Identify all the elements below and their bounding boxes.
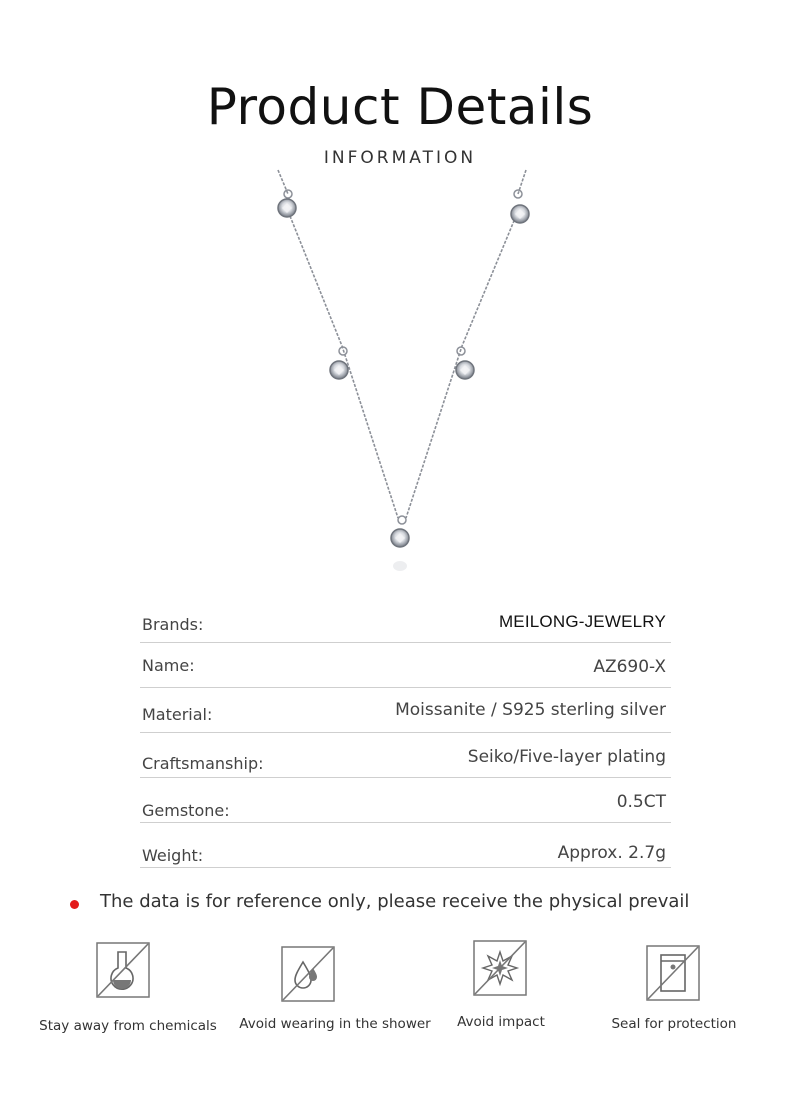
care-item-seal xyxy=(574,938,774,1038)
spec-label: Brands: xyxy=(142,615,204,634)
spec-value: AZ690-X xyxy=(593,657,666,677)
pendant-mid-right xyxy=(456,347,474,379)
red-dot-icon xyxy=(70,900,79,909)
spec-value: MEILONG-JEWELRY xyxy=(498,612,666,631)
care-label: Stay away from chemicals xyxy=(39,1018,217,1034)
page-title: Product Details xyxy=(206,78,594,136)
spec-row-craftsmanship xyxy=(140,733,671,778)
spec-label: Craftsmanship: xyxy=(142,754,264,773)
spec-value: Moissanite / S925 sterling silver xyxy=(395,700,666,720)
spec-label: Material: xyxy=(142,705,213,724)
care-label: Seal for protection xyxy=(611,1016,737,1032)
spec-label: Name: xyxy=(142,656,195,675)
spec-value: Seiko/Five-layer plating xyxy=(467,747,666,767)
care-item-chemicals xyxy=(28,938,228,1038)
pendant-top-left xyxy=(278,190,296,217)
pendant-top-right xyxy=(511,190,529,223)
reference-note xyxy=(68,890,708,918)
spec-value: Approx. 2.7g xyxy=(557,843,666,863)
necklace-product-image xyxy=(240,168,560,588)
care-label: Avoid impact xyxy=(457,1014,545,1030)
spec-row-brand xyxy=(140,598,671,643)
reference-note-text: The data is for reference only, please receive the physical prevail xyxy=(100,891,690,912)
spec-value: 0.5CT xyxy=(616,792,666,812)
care-item-impact xyxy=(401,938,601,1038)
spec-row-material xyxy=(140,688,671,733)
spec-row-weight xyxy=(140,823,671,868)
water-drop-icon xyxy=(281,946,335,1002)
chemical-flask-icon xyxy=(96,942,150,998)
spec-row-name xyxy=(140,643,671,688)
impact-burst-icon xyxy=(473,940,527,996)
spec-table xyxy=(140,598,671,868)
spec-row-gemstone xyxy=(140,778,671,823)
sealed-bag-icon xyxy=(646,945,700,1001)
page-subtitle: INFORMATION xyxy=(323,148,477,168)
care-label: Avoid wearing in the shower xyxy=(239,1016,431,1032)
spec-label: Weight: xyxy=(142,846,204,865)
pendant-center xyxy=(391,516,409,571)
pendant-mid-left xyxy=(330,347,348,379)
care-instructions xyxy=(0,938,800,1048)
spec-label: Gemstone: xyxy=(142,801,230,820)
